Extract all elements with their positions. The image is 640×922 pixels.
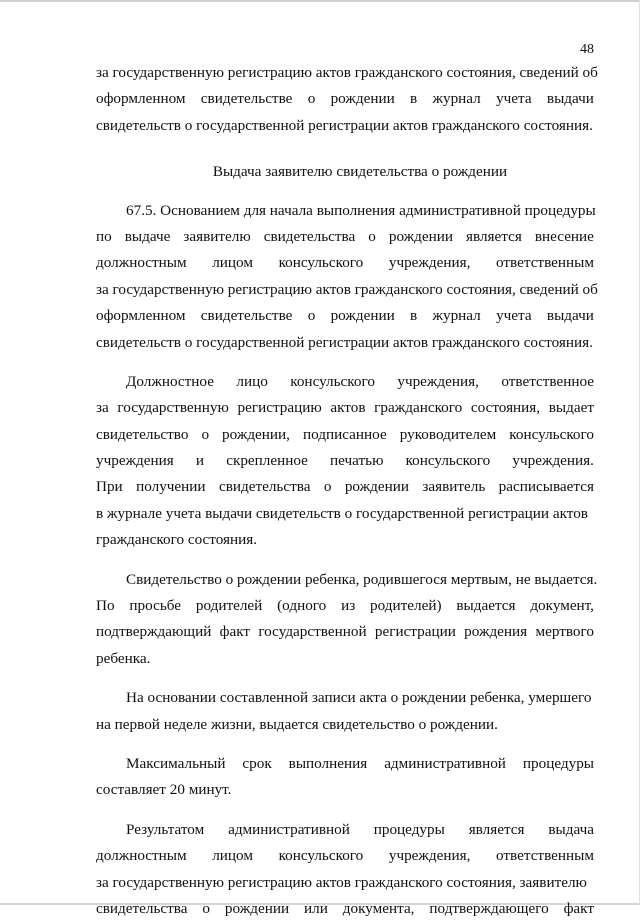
word: ответственным [496, 847, 594, 865]
word: выдаче [124, 227, 171, 245]
word: ответственное [501, 372, 594, 390]
paragraph [96, 369, 594, 554]
word: лицо [236, 372, 268, 390]
word: свидетельства [218, 478, 311, 496]
intro-paragraph [96, 60, 598, 139]
word: Должностное [126, 372, 214, 390]
word: за государственную регистрацию актов гражданского состояния, сведений об [96, 64, 598, 81]
word: учреждения, [388, 254, 471, 272]
word: за государственную регистрацию актов гражданского состояния, заявителю [96, 873, 587, 891]
text-line [96, 250, 594, 276]
word: процедуры [373, 820, 445, 838]
word: По [96, 597, 115, 615]
word: свидетельства [263, 227, 356, 245]
text-line [96, 646, 594, 672]
page-number: 48 [580, 42, 594, 57]
word: рождении [224, 899, 290, 917]
word: по [96, 227, 112, 245]
word: о [201, 425, 210, 443]
paragraph [96, 567, 598, 673]
word: выдача [548, 820, 594, 838]
word: подписанное [302, 425, 387, 443]
word: является [468, 820, 525, 838]
word: гражданского состояния. [96, 531, 258, 549]
word: ребенка. [96, 649, 151, 667]
word: консульского [290, 372, 375, 390]
word: о [202, 899, 210, 917]
word: оформленном [96, 307, 186, 325]
word: Результатом [126, 820, 205, 838]
word: о [368, 227, 376, 245]
word: мертвого [535, 623, 594, 641]
word: регистрации [374, 623, 456, 641]
word: скрепленное [226, 452, 308, 470]
page-top-edge [0, 0, 640, 2]
word: учета [496, 90, 532, 108]
word: из [341, 597, 356, 615]
word: о [307, 307, 316, 325]
word: родителей) [370, 597, 442, 615]
word: государственную [117, 399, 229, 417]
word: 67.5. Основанием для начала выполнения административной процедуры [126, 201, 596, 219]
word: лицом [212, 847, 253, 865]
word: рождении, [222, 425, 290, 443]
text-line [96, 198, 594, 224]
word: о [323, 478, 332, 496]
text-line [96, 422, 594, 448]
word: факт [219, 623, 251, 641]
paragraph [96, 817, 594, 922]
word: рождении [330, 307, 395, 325]
word: административной [384, 754, 506, 772]
word: руководителем [399, 425, 497, 443]
word: рождении [388, 227, 453, 245]
text-line [96, 395, 594, 421]
text-line [96, 369, 594, 395]
paragraph [96, 198, 598, 356]
word: свидетельстве [200, 90, 293, 108]
word: или [304, 899, 328, 917]
word: в [410, 307, 418, 325]
word: лицом [212, 254, 253, 272]
word: учреждения, [388, 847, 471, 865]
word: выдачи [546, 90, 594, 108]
word: журнал [432, 307, 481, 325]
word: свидетельстве [200, 307, 293, 325]
text-line [96, 567, 598, 593]
word: свидетельство [96, 425, 189, 443]
word: в журнале учета выдачи свидетельств о государственной регистрации актов [96, 504, 588, 522]
text-line [96, 843, 594, 869]
word: рождения [464, 623, 528, 641]
word: ответственным [496, 254, 594, 272]
word: составляет 20 минут. [96, 781, 232, 799]
text-line [96, 777, 594, 803]
paragraph [96, 685, 594, 738]
text-line [96, 817, 594, 843]
word: внесение [534, 227, 594, 245]
text-line [96, 113, 594, 139]
word: подтверждающего [429, 899, 549, 917]
paragraph-gap [96, 356, 594, 369]
text-line [96, 474, 594, 500]
paragraph [96, 751, 594, 804]
word: государственной [258, 623, 367, 641]
word: (одного [277, 597, 327, 615]
paragraph-gap [96, 804, 594, 817]
word: выдается [456, 597, 516, 615]
text-line [96, 870, 594, 896]
word: Максимальный [126, 754, 226, 772]
word: учреждения, [397, 372, 479, 390]
text-line [96, 60, 598, 86]
text-line [96, 896, 594, 922]
word: журнал [432, 90, 481, 108]
text-line [96, 593, 594, 619]
word: учета [496, 307, 532, 325]
word: Свидетельство о рождении ребенка, родившегося мертвым, не выдается. [126, 570, 598, 588]
document-body [96, 60, 598, 922]
word: актов [330, 399, 366, 417]
text-line [96, 86, 594, 112]
paragraph-gap [96, 554, 594, 567]
word: учреждения. [512, 452, 594, 470]
word: учреждения [96, 452, 174, 470]
word: консульского [405, 452, 491, 470]
word: получении [136, 478, 206, 496]
word: консульского [509, 425, 594, 443]
word: гражданского [374, 399, 463, 417]
word: выдает [548, 399, 594, 417]
word: заявитель [422, 478, 486, 496]
paragraphs-container [96, 198, 598, 922]
paragraph-gap [96, 672, 594, 685]
word: является [466, 227, 522, 245]
word: о [307, 90, 316, 108]
word: процедуры [522, 754, 594, 772]
word: административной [228, 820, 350, 838]
word: свидетельств о государственной регистрации актов гражданского состояния. [96, 116, 593, 134]
text-line [96, 619, 594, 645]
word: регистрацию [237, 399, 322, 417]
word: документ, [530, 597, 594, 615]
word: подтверждающий [96, 623, 212, 641]
text-line [96, 527, 594, 553]
text-line [96, 712, 594, 738]
text-line [96, 751, 594, 777]
word: должностным [96, 847, 187, 865]
word: выдачи [546, 307, 594, 325]
word: выполнения [288, 754, 368, 772]
word: на первой неделе жизни, выдается свидетельство о рождении. [96, 715, 498, 733]
word: оформленном [96, 90, 186, 108]
intro-text [96, 60, 598, 139]
text-line [96, 330, 594, 356]
word: рождении [330, 90, 395, 108]
word: заявителю [183, 227, 251, 245]
section-heading: Выдача заявителю свидетельства о рождении [212, 163, 508, 181]
word: за государственную регистрацию актов гражданского состояния, сведений об [96, 280, 598, 298]
word: в [410, 90, 418, 108]
word: рождении [344, 478, 409, 496]
text-line [96, 303, 594, 329]
word: печатью [330, 452, 384, 470]
text-line [96, 277, 598, 303]
word: При [96, 478, 123, 496]
word: должностным [96, 254, 187, 272]
word: свидетельства [96, 899, 188, 917]
word: документа, [342, 899, 415, 917]
text-line [96, 685, 594, 711]
word: срок [242, 754, 272, 772]
word: консульского [278, 847, 364, 865]
text-line [96, 448, 594, 474]
paragraph-gap [96, 738, 594, 751]
word: свидетельств о государственной регистрации актов гражданского состояния. [96, 333, 593, 351]
word: просьбе [129, 597, 182, 615]
text-line [96, 501, 594, 527]
word: факт [563, 899, 594, 917]
word: расписывается [498, 478, 594, 496]
word: состояния, [470, 399, 541, 417]
word: и [195, 452, 205, 470]
word: родителей [195, 597, 263, 615]
text-line [96, 224, 594, 250]
word: консульского [278, 254, 364, 272]
word: На основании составленной записи акта о рождении ребенка, умершего [126, 689, 592, 707]
word: за [96, 399, 109, 417]
